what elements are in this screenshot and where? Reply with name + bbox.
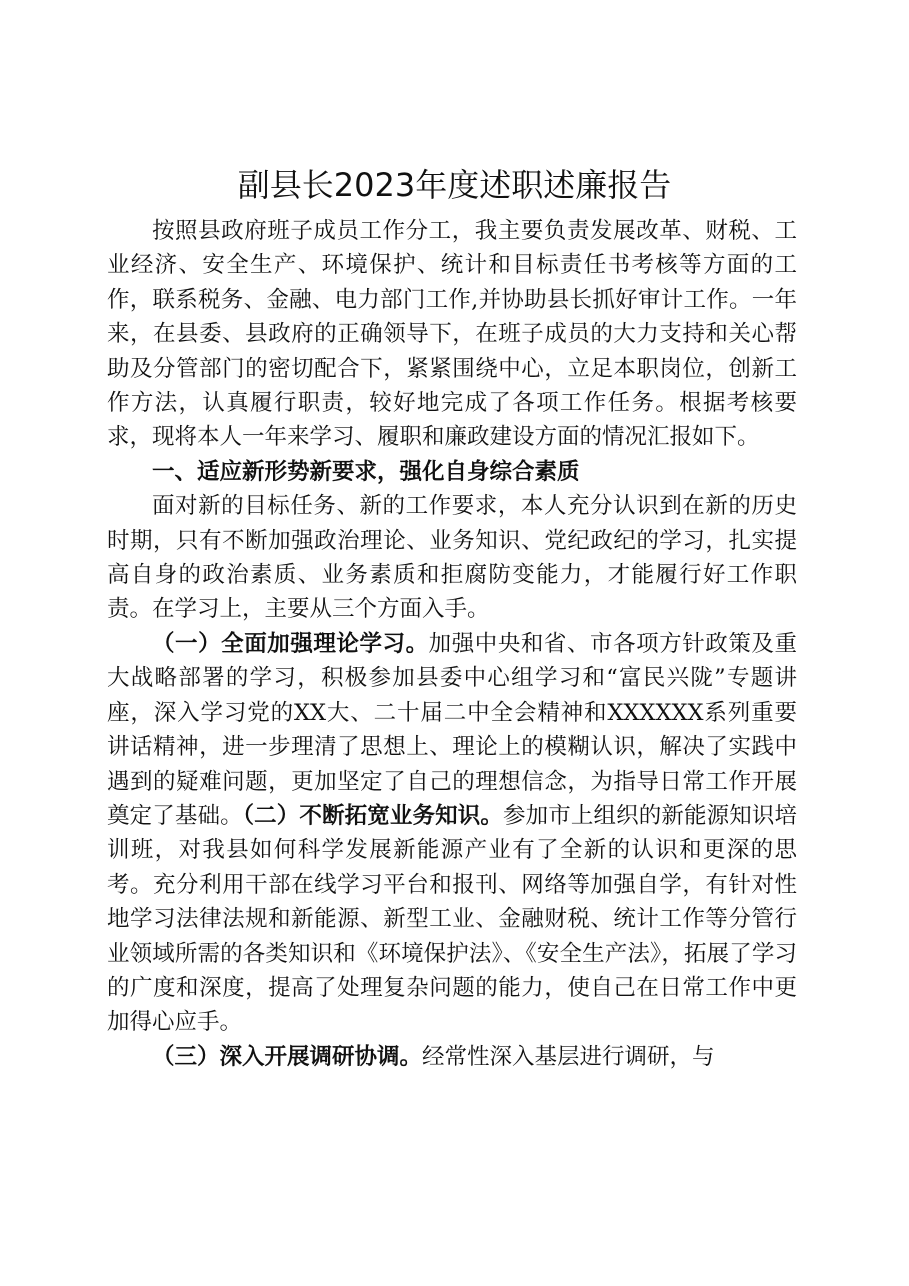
intro-paragraph: 按照县政府班子成员工作分工，我主要负责发展改革、财税、工业经济、安全生产、环境保护、统计和目标责任书考核等方面的工作，联系税务、金融、电力部门工作,并协助县长抓好审计工作。一年来，在县委、县政府的正确领导下，在班子成员的大力支持和关心帮助及分管部门的密切配合下，紧紧围绕中心，立足本职岗位，创新工作方法，认真履行职责，较好地完成了各项工作任务。根据考核要求，现将本人一年来学习、履职和廉政建设方面的情况汇报如下。 [107,218,797,451]
document-body [107,214,797,1074]
document-title: 副县长2023年度述职述廉报告 [237,166,672,204]
subsection-text-1: 加强中央和省、市各项方针政策及重大战略部署的学习，积极参加县委中心组学习和“富民兴陇”专题讲座，深入学习党的XX大、二十届二中全会精神和XXXXXX系列重要讲话精神，进一步理清了思想上、理论上的模糊认识，解决了实践中遇到的疑难问题，更加坚定了自己的理想信念，为指导日常工作开展奠定了基础。 [107,630,797,829]
subsection-paragraph-1-2 [107,627,797,1040]
subsection-text-3: 经常性深入基层进行调研，与 [422,1043,715,1070]
subsection-heading-3: （三）深入开展调研协调。 [152,1043,423,1070]
subsection-text-2: 参加市上组织的新能源知识培训班，对我县如何科学发展新能源产业有了全新的认识和更深的思考。充分利用干部在线学习平台和报刊、网络等加强自学，有针对性地学习法律法规和新能源、新型工业、金融财税、统计工作等分管行业领域所需的各类知识和《环境保护法》、《安全生产法》，拓展了学习的广度和深度，提高了处理复杂问题的能力，使自己在日常工作中更加得心应手。 [107,802,797,1036]
subsection-paragraph-3 [107,1040,797,1074]
subsection-heading-2: （二）不断拓宽业务知识。 [242,802,503,829]
section-heading-1: 一、适应新形势新要求，强化自身综合素质 [152,458,580,485]
section-1-paragraph: 面对新的目标任务、新的工作要求，本人充分认识到在新的历史时期，只有不断加强政治理论、业务知识、党纪政纪的学习，扎实提高自身的政治素质、业务素质和拒腐防变能力，才能履行好工作职责。在学习上，主要从三个方面入手。 [107,493,797,623]
subsection-heading-1: （一）全面加强理论学习。 [152,630,429,657]
